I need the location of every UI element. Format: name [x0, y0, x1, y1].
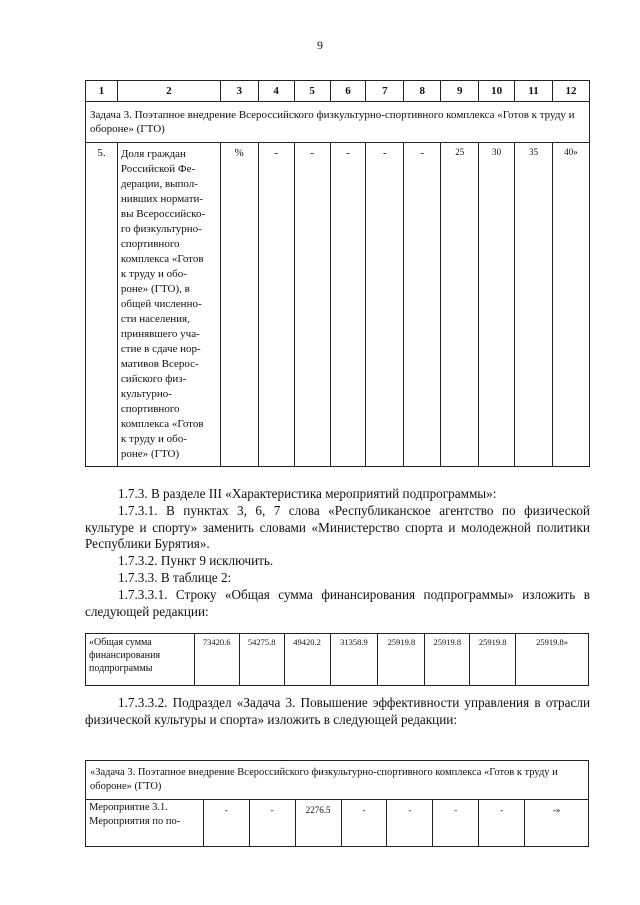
value-cell: 25919.8» — [516, 634, 589, 686]
value-cell: 25919.8 — [470, 634, 516, 686]
value-cell: - — [258, 143, 294, 467]
value-cell: - — [433, 800, 479, 847]
indicator-name — [117, 143, 220, 467]
paragraph: 1.7.3.3. В таблице 2: — [118, 570, 232, 585]
name-line: комплекса «Готов — [120, 418, 204, 430]
value-cell: 30 — [479, 143, 515, 467]
header-cell: 1 — [86, 81, 118, 102]
value-cell: - — [479, 800, 525, 847]
name-line: сти населения, — [120, 313, 190, 325]
header-cell: 12 — [552, 81, 589, 102]
page-number: 9 — [317, 38, 323, 52]
task-table — [85, 760, 589, 847]
header-cell: 8 — [404, 81, 441, 102]
name-line: общей численно- — [120, 298, 202, 310]
value-cell: - — [330, 143, 366, 467]
value-cell: 25919.8 — [425, 634, 470, 686]
value-cell: 2276.5 — [295, 800, 341, 847]
name-line: Мероприятие 3.1. — [89, 802, 168, 813]
value-cell: 54275.8 — [239, 634, 284, 686]
value-cell: - — [366, 143, 404, 467]
row-name — [86, 634, 195, 686]
header-cell: 6 — [330, 81, 366, 102]
name-line: Российской Фе- — [120, 163, 196, 175]
name-line: дерации, выпол- — [120, 178, 198, 190]
name-line: спортивного — [120, 403, 180, 415]
name-line: роне» (ГТО), в — [120, 283, 190, 295]
paragraph: 1.7.3.3.1. Строку «Общая сумма финансирования подпрограммы» изложить в следующей редакции: — [85, 587, 590, 619]
header-cell: 3 — [220, 81, 258, 102]
financing-table — [85, 633, 589, 686]
task-cell: «Задача 3. Поэтапное внедрение Всероссийского физкультурно-спортивного комплекса «Готов к труду и обороне» (ГТО) — [86, 761, 589, 800]
value-cell: 49420.2 — [284, 634, 330, 686]
value-cell: - — [404, 143, 441, 467]
name-line: комплекса «Готов — [120, 253, 204, 265]
value-cell: 73420.6 — [194, 634, 239, 686]
table-row — [86, 143, 590, 467]
name-line: «Общая сумма — [89, 637, 152, 648]
name-line: подпрограммы — [89, 663, 153, 674]
value-cell: - — [341, 800, 387, 847]
value-cell: -» — [525, 800, 589, 847]
row-number: 5. — [86, 143, 118, 467]
name-line: сийского физ- — [120, 373, 187, 385]
value-cell: 25 — [441, 143, 479, 467]
name-line: стие в сдаче нор- — [120, 343, 201, 355]
name-line: принявшего уча- — [120, 328, 200, 340]
paragraph: 1.7.3.3.2. Подраздел «Задача 3. Повышение эффективности управления в отрасли физической культуры и спорта» изложить в следующей редакции: — [85, 695, 590, 727]
header-cell: 2 — [117, 81, 220, 102]
name-line: вы Всероссийско- — [120, 208, 206, 220]
header-cell: 9 — [441, 81, 479, 102]
paragraph: 1.7.3.1. В пунктах 3, 6, 7 слова «Республиканское агентство по физической культуре и спорту» заменить словами «Министерство спорта и молодежной политики Республики Бурятия». — [85, 503, 590, 552]
name-line: мативов Всерос- — [120, 358, 199, 370]
name-line: к труду и обо- — [120, 433, 187, 445]
header-cell: 11 — [515, 81, 553, 102]
name-line: спортивного — [120, 238, 180, 250]
event-name — [86, 800, 204, 847]
table-row — [86, 800, 589, 847]
header-cell: 7 — [366, 81, 404, 102]
paragraph: 1.7.3. В разделе III «Характеристика мероприятий подпрограммы»: — [118, 486, 497, 501]
value-cell: - — [203, 800, 249, 847]
name-line: к труду и обо- — [120, 268, 187, 280]
header-cell: 10 — [479, 81, 515, 102]
name-line: культурно- — [120, 388, 172, 400]
value-cell: 40» — [552, 143, 589, 467]
paragraph: 1.7.3.2. Пункт 9 исключить. — [118, 553, 274, 568]
value-cell: - — [249, 800, 295, 847]
table-header-row — [86, 81, 590, 102]
header-cell: 5 — [294, 81, 330, 102]
name-line: Мероприятия по по- — [89, 816, 181, 827]
value-cell: 35 — [515, 143, 553, 467]
task-row — [86, 761, 589, 800]
header-cell: 4 — [258, 81, 294, 102]
task-row — [86, 102, 590, 143]
value-cell: 31358.9 — [330, 634, 378, 686]
indicators-table — [85, 80, 590, 467]
value-cell: - — [294, 143, 330, 467]
name-line: нивших нормати- — [120, 193, 204, 205]
unit-cell: % — [220, 143, 258, 467]
value-cell: 25919.8 — [378, 634, 425, 686]
table-row — [86, 634, 589, 686]
task-cell: Задача 3. Поэтапное внедрение Всероссийского физкультурно-спортивного комплекса «Готов к труду и обороне» (ГТО) — [86, 102, 590, 143]
value-cell: - — [387, 800, 433, 847]
name-line: Доля граждан — [120, 148, 186, 160]
name-line: го физкультурно- — [120, 223, 202, 235]
name-line: финансирования — [89, 650, 161, 661]
name-line: роне» (ГТО) — [120, 448, 180, 460]
